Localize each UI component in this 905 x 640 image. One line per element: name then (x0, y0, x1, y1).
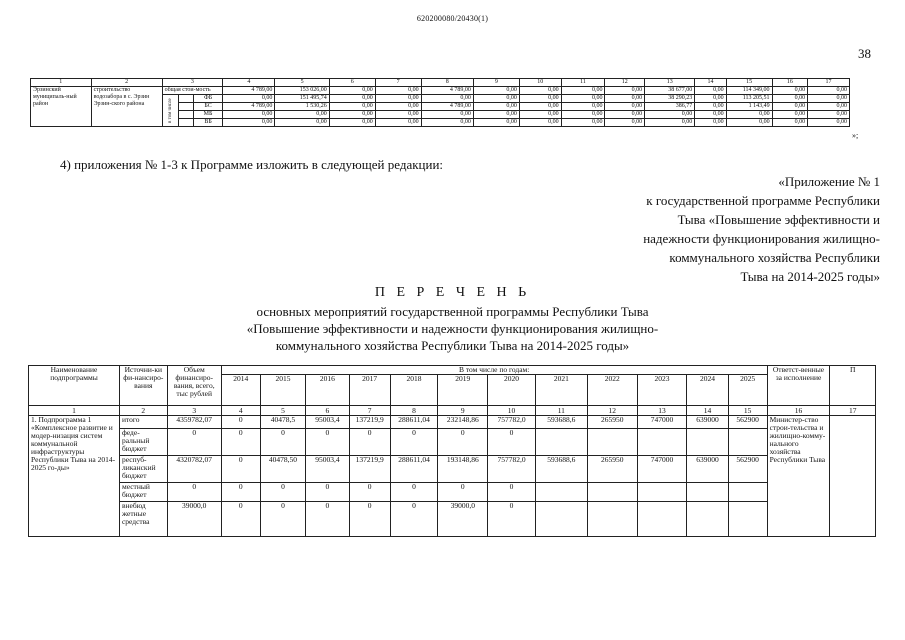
amendment-item-4: 4) приложения № 1-3 к Программе изложить в следующей редакции: (60, 157, 444, 172)
year-value: 0 (260, 502, 305, 537)
main-col-number: 13 (637, 406, 687, 416)
year-value (687, 429, 728, 456)
top-value-cell: 0,00 (375, 111, 421, 119)
top-value-cell: 0,00 (605, 111, 645, 119)
top-value-cell: 4 789,00 (223, 87, 275, 95)
main-col-number: 1 (29, 406, 120, 416)
header-year: 2014 (221, 375, 260, 406)
header-by-years: В том числе по годам: (221, 366, 767, 375)
year-value (728, 502, 767, 537)
year-value: 639000 (687, 416, 728, 429)
top-value-cell: 0,00 (519, 87, 561, 95)
year-value: 288611,04 (390, 456, 438, 483)
top-value-cell: 0,00 (605, 119, 645, 127)
year-value: 0 (390, 483, 438, 502)
top-value-cell: 0,00 (473, 111, 519, 119)
top-value-cell: 0,00 (375, 119, 421, 127)
top-value-cell: 0,00 (772, 111, 808, 119)
top-col-number: 17 (808, 79, 850, 87)
year-value: 0 (349, 502, 390, 537)
funding-source: итого (119, 416, 167, 429)
year-value: 757782,0 (488, 456, 536, 483)
main-col-number: 10 (488, 406, 536, 416)
main-col-number: 9 (438, 406, 488, 416)
top-value-cell: 0,00 (275, 111, 329, 119)
year-value (587, 429, 637, 456)
top-value-cell: 114 349,00 (726, 87, 772, 95)
top-project-name: строительство водозабора в с. Эрзин Эрзин-ского района (91, 87, 162, 127)
main-table-row (29, 429, 876, 456)
appendix-line-5: коммунального хозяйства Республики (669, 250, 880, 265)
appendix-heading (560, 172, 880, 286)
top-value-cell: 0,00 (772, 119, 808, 127)
top-value-cell: 0,00 (561, 111, 605, 119)
main-col-number: 11 (535, 406, 587, 416)
top-value-cell: 0,00 (561, 87, 605, 95)
top-value-cell: 0,00 (421, 119, 473, 127)
top-value-cell: 153 026,00 (275, 87, 329, 95)
top-value-cell: 0,00 (519, 95, 561, 103)
top-value-cell: 0,00 (223, 111, 275, 119)
top-value-cell: 0,00 (808, 119, 850, 127)
year-value: 0 (349, 483, 390, 502)
main-col-number: 3 (167, 406, 221, 416)
main-col-number: 4 (221, 406, 260, 416)
funding-total: 4359782,07 (167, 416, 221, 429)
subtitle-line-3: коммунального хозяйства Республики Тыва на 2014-2025 годы» (275, 338, 630, 353)
top-value-cell: 0,00 (329, 111, 375, 119)
top-value-cell: 1 530,26 (275, 103, 329, 111)
year-value: 232148,86 (438, 416, 488, 429)
list-subtitle (0, 303, 905, 354)
top-value-cell: 4 789,00 (223, 103, 275, 111)
year-value: 0 (221, 483, 260, 502)
top-col-number: 15 (726, 79, 772, 87)
top-col-number: 11 (561, 79, 605, 87)
year-value (687, 483, 728, 502)
top-table-number-row (31, 79, 850, 87)
top-value-cell: 0,00 (375, 103, 421, 111)
funding-source: респуб-ликанский бюджет (119, 456, 167, 483)
year-value: 288611,04 (390, 416, 438, 429)
main-header-row (29, 366, 876, 375)
header-year: 2020 (488, 375, 536, 406)
top-col-number: 4 (223, 79, 275, 87)
top-source-code: ФБ (193, 95, 222, 103)
year-value (637, 429, 687, 456)
year-value: 747000 (637, 416, 687, 429)
top-col-number: 3 (162, 79, 223, 87)
document-id: 620200080/20430(1) (416, 14, 489, 23)
header-responsible: Ответст-венные за исполнение (767, 366, 830, 406)
main-table-row (29, 502, 876, 537)
page-number: 38 (858, 46, 871, 61)
year-value: 0 (260, 429, 305, 456)
year-value: 0 (221, 502, 260, 537)
top-source-code: ВБ (193, 119, 222, 127)
top-blank-cell (179, 111, 194, 119)
main-col-number: 17 (830, 406, 876, 416)
year-value: 0 (488, 483, 536, 502)
top-value-cell: 0,00 (726, 119, 772, 127)
header-year: 2023 (637, 375, 687, 406)
top-value-cell: 0,00 (561, 119, 605, 127)
top-value-cell: 4 789,00 (421, 87, 473, 95)
top-value-cell: 0,00 (605, 95, 645, 103)
main-table-row (29, 456, 876, 483)
year-value (587, 483, 637, 502)
year-value: 0 (488, 502, 536, 537)
year-value: 562900 (728, 456, 767, 483)
top-col-number: 14 (695, 79, 726, 87)
top-col-number: 10 (519, 79, 561, 87)
top-value-cell: 0,00 (808, 95, 850, 103)
main-number-row (29, 406, 876, 416)
top-value-cell: 0,00 (519, 103, 561, 111)
top-value-cell: 0,00 (695, 103, 726, 111)
appendix-line-3: Тыва «Повышение эффективности и (677, 212, 880, 227)
header-funding-volume: Объем финансиро-вания, всего, тыс рублей (167, 366, 221, 406)
year-value: 265950 (587, 416, 637, 429)
top-value-cell: 0,00 (473, 119, 519, 127)
top-col-number: 9 (473, 79, 519, 87)
main-col-number: 8 (390, 406, 438, 416)
year-value: 0 (438, 483, 488, 502)
top-col-number: 13 (645, 79, 695, 87)
top-value-cell: 0,00 (695, 87, 726, 95)
main-col-number: 14 (687, 406, 728, 416)
funding-total: 0 (167, 483, 221, 502)
appendix-line-1: «Приложение № 1 (778, 174, 880, 189)
top-total-label: общая стои-мость (162, 87, 223, 95)
year-value: 95003,4 (306, 416, 349, 429)
top-value-cell: 1 143,49 (726, 103, 772, 111)
year-value: 757782,0 (488, 416, 536, 429)
year-value: 639000 (687, 456, 728, 483)
top-value-cell: 0,00 (329, 119, 375, 127)
main-col-number: 6 (306, 406, 349, 416)
year-value: 137219,9 (349, 416, 390, 429)
top-value-cell: 0,00 (561, 103, 605, 111)
top-value-cell: 0,00 (329, 95, 375, 103)
top-value-cell: 0,00 (473, 95, 519, 103)
year-value: 562900 (728, 416, 767, 429)
header-p: П (830, 366, 876, 406)
funding-source: феде-ральный бюджет (119, 429, 167, 456)
year-value (637, 502, 687, 537)
table-closing-quote: »; (852, 131, 859, 140)
top-value-cell: 151 495,74 (275, 95, 329, 103)
top-value-cell: 0,00 (421, 111, 473, 119)
top-value-cell: 0,00 (223, 119, 275, 127)
top-blank-cell (179, 103, 194, 111)
main-col-number: 7 (349, 406, 390, 416)
top-col-number: 1 (31, 79, 92, 87)
header-year: 2015 (260, 375, 305, 406)
top-value-cell: 0,00 (645, 111, 695, 119)
top-value-cell: 113 205,51 (726, 95, 772, 103)
top-value-cell: 0,00 (375, 87, 421, 95)
year-value: 137219,9 (349, 456, 390, 483)
top-value-cell: 0,00 (808, 87, 850, 95)
funding-source: местный бюджет (119, 483, 167, 502)
main-col-number: 12 (587, 406, 637, 416)
funding-total: 39000,0 (167, 502, 221, 537)
header-year: 2018 (390, 375, 438, 406)
top-value-cell: 0,00 (473, 103, 519, 111)
top-district-name: Эрзинский муниципаль-ный район (31, 87, 92, 127)
top-value-cell: 386,77 (645, 103, 695, 111)
top-blank-cell (179, 95, 194, 103)
year-value (535, 483, 587, 502)
top-value-cell: 0,00 (772, 95, 808, 103)
year-value: 40478,5 (260, 416, 305, 429)
header-year: 2024 (687, 375, 728, 406)
year-value: 0 (488, 429, 536, 456)
top-col-number: 2 (91, 79, 162, 87)
top-blank-cell (179, 119, 194, 127)
appendix-line-6: Тыва на 2014-2025 годы» (740, 269, 880, 284)
funding-source: внебюд жетные средства (119, 502, 167, 537)
top-value-cell: 0,00 (808, 103, 850, 111)
year-value: 193148,86 (438, 456, 488, 483)
top-value-cell: 38 677,00 (645, 87, 695, 95)
year-value: 0 (390, 429, 438, 456)
header-subprogram-name: Наименование подпрограммы (29, 366, 120, 406)
year-value: 95003,4 (306, 456, 349, 483)
main-col-number: 2 (119, 406, 167, 416)
year-value: 0 (306, 502, 349, 537)
header-funding-source: Источни-ки фи-нансиро-вания (119, 366, 167, 406)
top-value-cell: 0,00 (561, 95, 605, 103)
header-year: 2019 (438, 375, 488, 406)
header-year: 2016 (306, 375, 349, 406)
subtitle-line-1: основных мероприятий государственной программы Республики Тыва (256, 304, 649, 319)
year-value (535, 502, 587, 537)
top-value-cell: 0,00 (519, 119, 561, 127)
top-in-that-label: в том числе (162, 95, 179, 127)
top-col-number: 16 (772, 79, 808, 87)
header-year: 2025 (728, 375, 767, 406)
appendix-line-4: надежности функционирования жилищно- (643, 231, 880, 246)
main-col-number: 5 (260, 406, 305, 416)
year-value: 265950 (587, 456, 637, 483)
year-value: 39000,0 (438, 502, 488, 537)
top-value-cell: 0,00 (275, 119, 329, 127)
top-value-cell: 0,00 (605, 103, 645, 111)
year-value: 0 (349, 429, 390, 456)
year-value: 593688,6 (535, 456, 587, 483)
header-year: 2021 (535, 375, 587, 406)
top-value-cell: 0,00 (473, 87, 519, 95)
top-value-cell: 0,00 (808, 111, 850, 119)
top-value-cell: 0,00 (695, 95, 726, 103)
top-value-cell: 0,00 (329, 87, 375, 95)
main-col-number: 15 (728, 406, 767, 416)
main-table-row (29, 416, 876, 429)
year-value: 0 (221, 429, 260, 456)
top-table-row (31, 87, 850, 95)
year-value: 0 (306, 429, 349, 456)
year-value: 0 (221, 416, 260, 429)
year-value (587, 502, 637, 537)
top-continuation-table (30, 78, 850, 127)
top-value-cell: 0,00 (329, 103, 375, 111)
year-value: 747000 (637, 456, 687, 483)
top-source-code: МБ (193, 111, 222, 119)
top-col-number: 6 (329, 79, 375, 87)
year-value: 0 (260, 483, 305, 502)
responsible-executor: Министер-ство строи-тельства и жилищно-комму-нального хозяйства Республики Тыва (767, 416, 830, 537)
subprogram-name: 1. Подпрограмма 1 «Комплексное развитие и модер-низация систем коммунальной инфраструктуры Республики Тыва на 2014-2025 го-ды» (29, 416, 120, 537)
p-cell (830, 416, 876, 537)
top-source-code: БС (193, 103, 222, 111)
subtitle-line-2: «Повышение эффективности и надежности функционирования жилищно- (246, 321, 659, 336)
year-value: 0 (438, 429, 488, 456)
top-value-cell: 0,00 (772, 87, 808, 95)
header-year: 2022 (587, 375, 637, 406)
top-value-cell: 0,00 (726, 111, 772, 119)
top-value-cell: 0,00 (772, 103, 808, 111)
year-value (637, 483, 687, 502)
top-col-number: 8 (421, 79, 473, 87)
top-value-cell: 0,00 (605, 87, 645, 95)
top-value-cell: 0,00 (645, 119, 695, 127)
top-value-cell: 0,00 (519, 111, 561, 119)
year-value: 0 (306, 483, 349, 502)
year-value (728, 429, 767, 456)
funding-total: 4320782,07 (167, 456, 221, 483)
funding-total: 0 (167, 429, 221, 456)
year-value (687, 502, 728, 537)
top-value-cell: 4 789,00 (421, 103, 473, 111)
top-value-cell: 0,00 (223, 95, 275, 103)
top-col-number: 7 (375, 79, 421, 87)
list-title: П Е Р Е Ч Е Н Ь (374, 285, 531, 300)
top-value-cell: 0,00 (375, 95, 421, 103)
top-col-number: 5 (275, 79, 329, 87)
appendix-line-2: к государственной программе Республики (646, 193, 880, 208)
year-value: 40478,50 (260, 456, 305, 483)
top-value-cell: 0,00 (695, 111, 726, 119)
top-value-cell: 0,00 (421, 95, 473, 103)
main-measures-table (28, 365, 876, 537)
top-value-cell: 38 290,23 (645, 95, 695, 103)
year-value: 0 (221, 456, 260, 483)
top-col-number: 12 (605, 79, 645, 87)
year-value (535, 429, 587, 456)
year-value: 0 (390, 502, 438, 537)
year-value (728, 483, 767, 502)
year-value: 593688,6 (535, 416, 587, 429)
main-col-number: 16 (767, 406, 830, 416)
top-value-cell: 0,00 (695, 119, 726, 127)
main-table-row (29, 483, 876, 502)
header-year: 2017 (349, 375, 390, 406)
